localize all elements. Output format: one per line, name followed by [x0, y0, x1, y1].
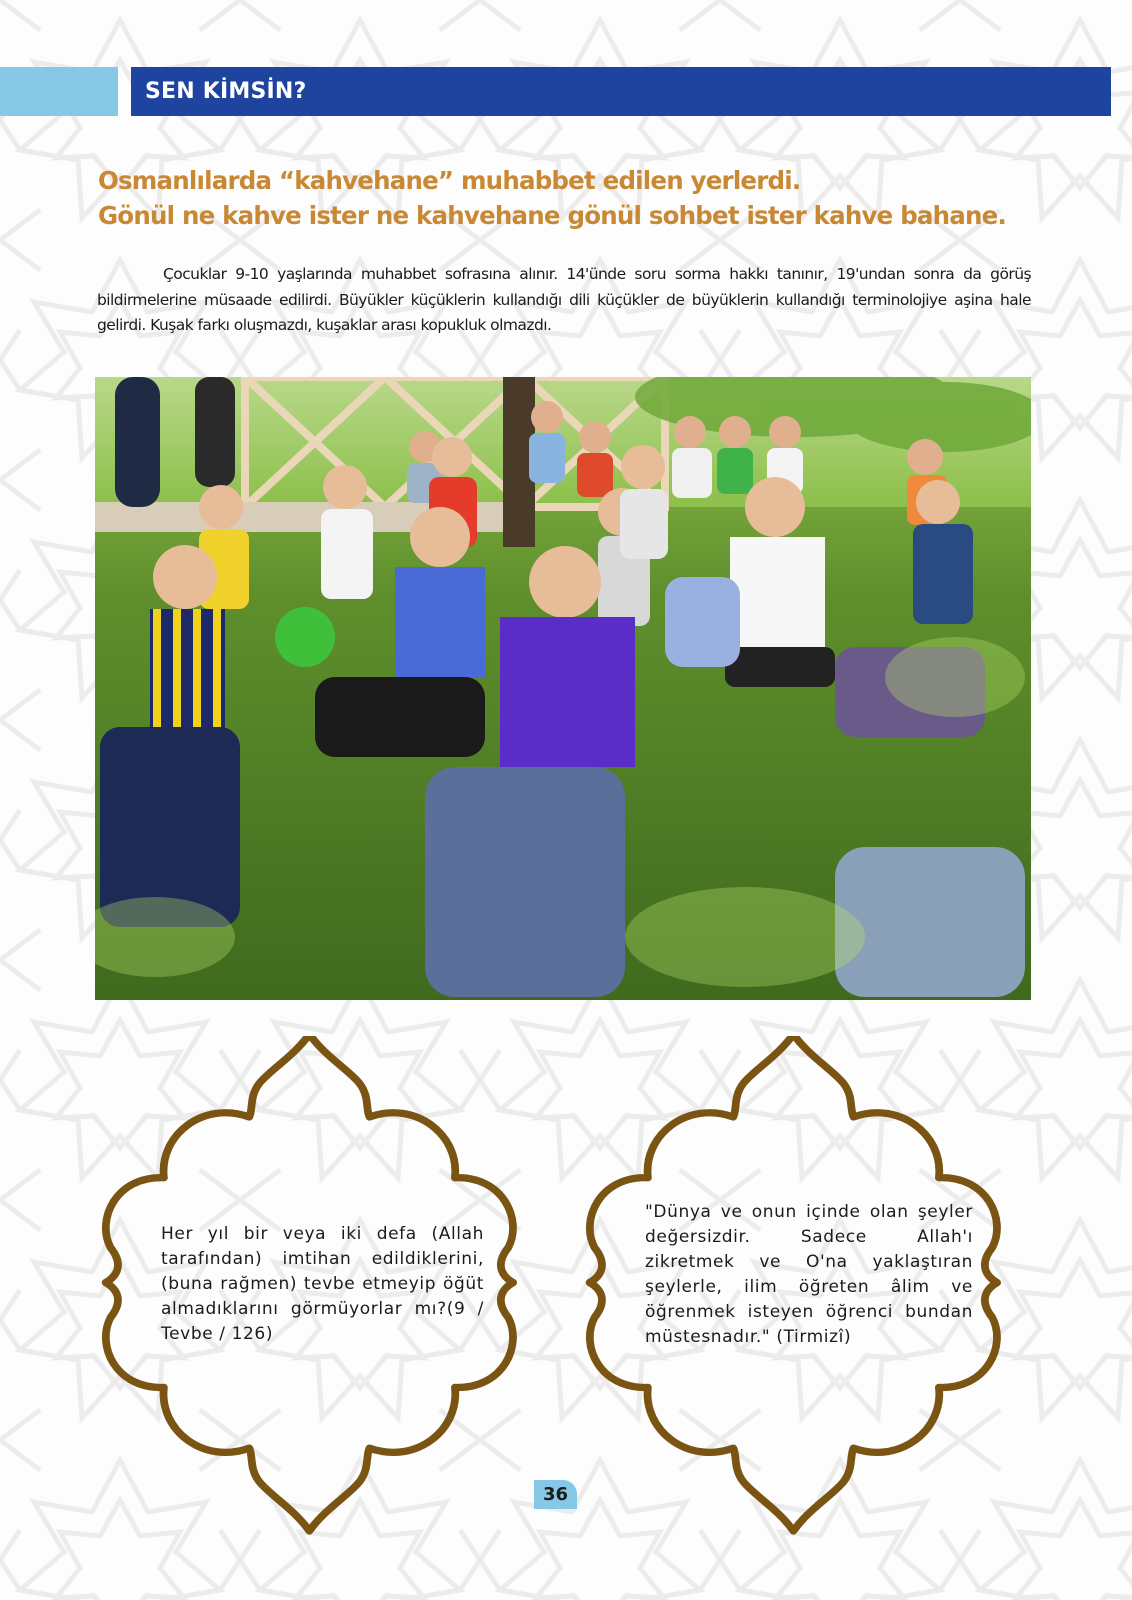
- verse-line-4: almadıklarını görmüyorlar mı?(9 /: [161, 1299, 484, 1319]
- photo-illustration: [95, 377, 1031, 1000]
- hadith-line-5: öğrenmek isteyen öğrenci bundan: [645, 1302, 973, 1322]
- verse-line-2: tarafından) imtihan edildiklerini,: [161, 1249, 484, 1269]
- headline-line-2: Gönül ne kahve ister ne kahvehane gönül sohbet ister kahve bahane.: [98, 201, 1007, 230]
- page-number: 36: [542, 1484, 569, 1505]
- hadith-line-1: "Dünya ve onun içinde olan şeyler: [645, 1202, 973, 1222]
- hadith-text: [645, 1200, 973, 1350]
- headline-line-1: Osmanlılarda “kahvehane” muhabbet edilen yerlerdi.: [98, 166, 801, 195]
- quote-frame-right: [580, 1036, 1010, 1536]
- header-accent-block: [0, 67, 118, 116]
- children-picnic-photo: [95, 377, 1031, 1000]
- page-number-badge: [534, 1480, 577, 1509]
- body-paragraph: Çocuklar 9-10 yaşlarında muhabbet sofrasına alınır. 14'ünde soru sorma hakkı tanınır, 19'undan sonra da görüş bildirmelerine müsaade edilirdi. Büyükler küçüklerin kullandığı dili küçükler de büyüklerin kullandığı terminolojiye aşina hale gelirdi. Kuşak farkı oluşmazdı, kuşaklar arası kopukluk olmazdı.: [97, 265, 1031, 334]
- hadith-line-4: şeylerle, ilim öğreten âlim ve: [645, 1277, 973, 1297]
- hadith-line-2: değersizdir. Sadece Allah'ı: [645, 1227, 973, 1247]
- hadith-line-6: müstesnadır." (Tirmizî): [645, 1327, 852, 1347]
- quote-frame-left: [96, 1036, 526, 1536]
- section-header-bar: [131, 67, 1111, 116]
- quran-verse-text: [161, 1222, 484, 1347]
- verse-line-1: Her yıl bir veya iki defa (Allah: [161, 1224, 484, 1244]
- section-title: SEN KİMSİN?: [145, 79, 307, 104]
- verse-line-5: Tevbe / 126): [161, 1324, 274, 1344]
- verse-line-3: (buna rağmen) tevbe etmeyip öğüt: [161, 1274, 484, 1294]
- headline: [98, 163, 1058, 233]
- hadith-line-3: zikretmek ve O'na yaklaştıran: [645, 1252, 973, 1272]
